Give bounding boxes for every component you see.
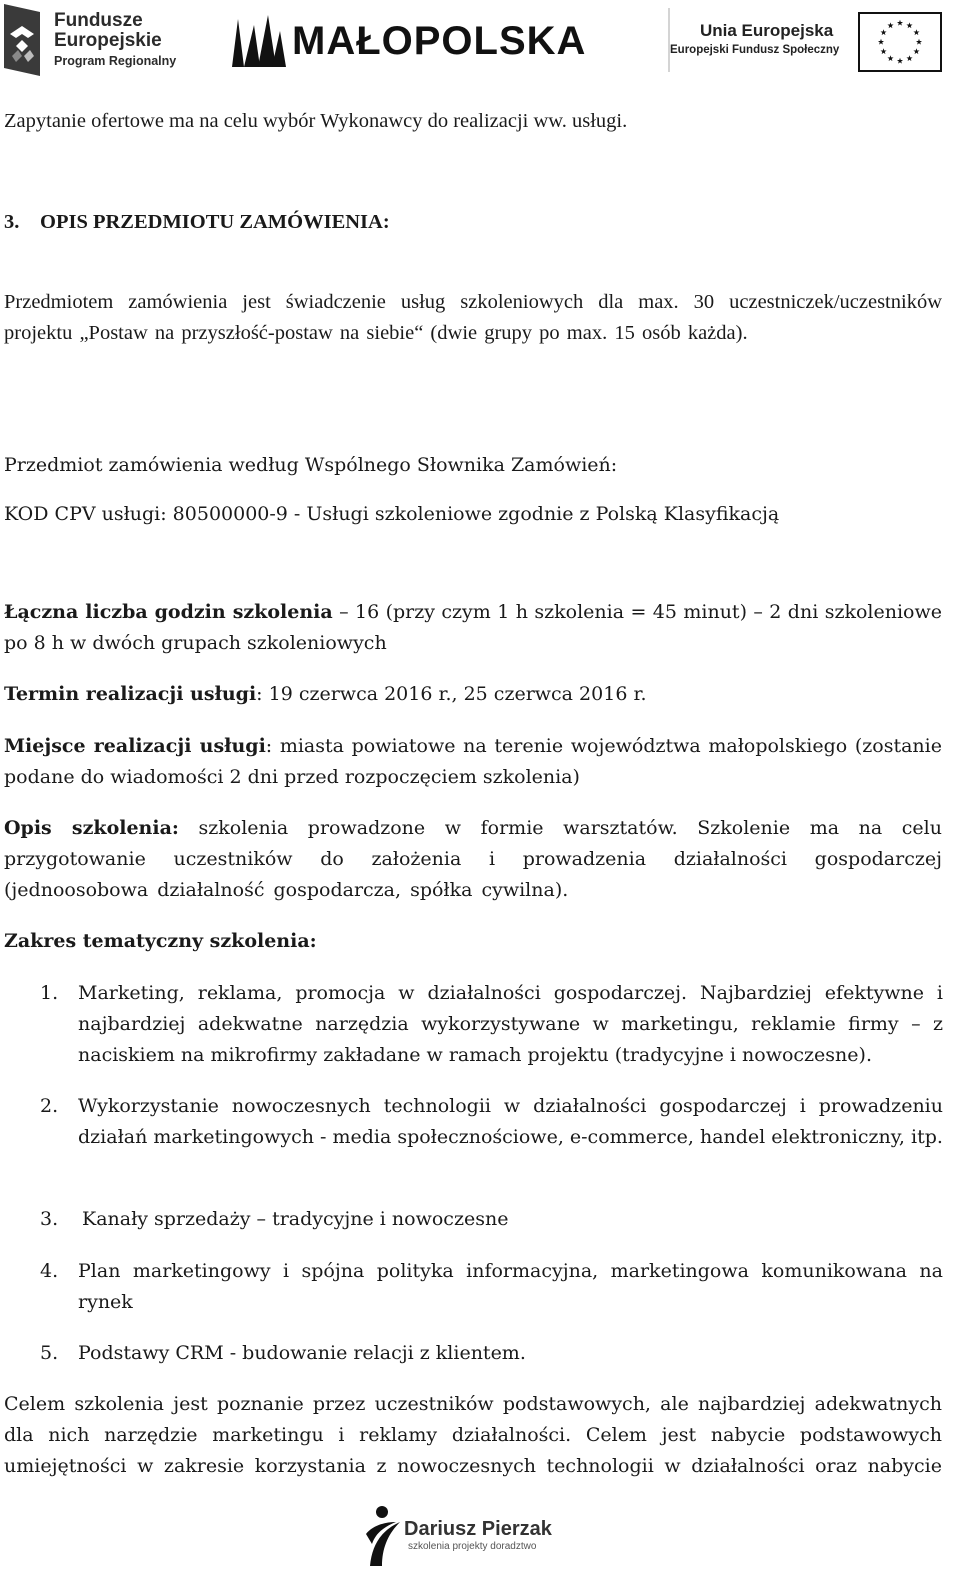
header-logos: [0, 0, 960, 80]
malopolska-mountains-icon: [232, 15, 286, 67]
section-3-heading: [4, 207, 942, 238]
cpv-intro: Przedmiot zamówienia według Wspólnego Słownika Zamówień:: [4, 454, 618, 476]
ue-line-2: Europejski Fundusz Społeczny: [670, 44, 840, 56]
section-number: 3.: [4, 211, 20, 233]
footer-name: Dariusz Pierzak: [404, 1518, 552, 1540]
unia-europejska-logo: [668, 8, 944, 72]
list-item-text: Marketing, reklama, promocja w działalności gospodarczej. Najbardziej efektywne i najbardziej adekwatne narzędzia wykorzystywane w marketingu, reklamie firmy – z naciskiem na mikrofirmy zakładane w ramach projektu (tradycyjne i nowoczesne).: [78, 982, 943, 1066]
dariusz-pierzak-logo-icon: [362, 1504, 404, 1566]
list-item-text: Podstawy CRM - budowanie relacji z klientem.: [78, 1342, 526, 1364]
hours-label: Łączna liczba godzin szkolenia: [4, 601, 333, 623]
place-text: : miasta powiatowe na terenie województwa małopolskiego (zostanie podane do wiadomości 2 dni przed rozpoczęciem szkolenia): [4, 735, 942, 788]
list-item-number: 5.: [40, 1342, 59, 1364]
list-item-number: 3.: [40, 1208, 59, 1230]
fundusze-europejskie-logo: [4, 4, 176, 76]
place-label: Miejsce realizacji usługi: [4, 735, 266, 757]
list-item: [40, 1256, 943, 1318]
list-item: [40, 978, 943, 1071]
subject-paragraph: Przedmiotem zamówienia jest świadczenie usług szkoleniowych dla max. 30 uczestniczek/uczestników projektu „Postaw na przyszłość-postaw na siebie“ (dwie grupy po max. 15 osób każda).: [4, 291, 942, 344]
ue-line-1: Unia Europejska: [700, 21, 834, 40]
fe-line-1: Fundusze: [54, 10, 143, 31]
term-text: : 19 czerwca 2016 r., 25 czerwca 2016 r.: [256, 683, 647, 705]
description-label: Opis szkolenia:: [4, 817, 179, 839]
intro-paragraph: Zapytanie ofertowe ma na celu wybór Wykonawcy do realizacji ww. usługi.: [4, 110, 628, 132]
fundusze-europejskie-icon: [4, 4, 40, 76]
cpv-code: KOD CPV usługi: 80500000-9 - Usługi szkoleniowe zgodnie z Polską Klasyfikacją: [4, 503, 780, 525]
place-paragraph: [4, 731, 942, 793]
fe-line-2: Europejskie: [54, 30, 162, 51]
list-item-number: 1.: [40, 982, 59, 1004]
description-paragraph: [4, 813, 942, 906]
list-item: [40, 1204, 942, 1235]
term-paragraph: [4, 679, 942, 710]
malopolska-wordmark: MAŁOPOLSKA: [292, 19, 587, 63]
goal-paragraph: Celem szkolenia jest poznanie przez uczestników podstawowych, ale najbardziej adekwatnych dla nich narzędzie marketingu i reklamy działalności. Celem jest nabycie podstawowych umiejętności w zakresie korzystania z nowoczesnych technologii w działalności oraz nabycie: [4, 1393, 942, 1477]
description-text: szkolenia prowadzone w formie warsztatów. Szkolenie ma na celu przygotowanie uczestników do założenia i prowadzenia działalności gospodarczej (jednoosobowa działalność gospodarcza, spółka cywilna).: [4, 817, 942, 901]
footer-logo: [362, 1502, 552, 1568]
list-item-text: Plan marketingowy i spójna polityka informacyjna, marketingowa komunikowana na rynek: [78, 1260, 943, 1313]
malopolska-logo: [232, 12, 586, 70]
list-item: [40, 1091, 943, 1153]
list-item: [40, 1338, 943, 1369]
eu-flag-icon: [858, 12, 942, 72]
footer-tagline: szkolenia projekty doradztwo: [408, 1541, 537, 1552]
list-item-number: 4.: [40, 1260, 59, 1282]
section-title: OPIS PRZEDMIOTU ZAMÓWIENIA:: [40, 211, 390, 233]
list-item-number: 2.: [40, 1095, 59, 1117]
scope-heading: Zakres tematyczny szkolenia:: [4, 930, 317, 952]
fe-line-3: Program Regionalny: [54, 54, 177, 68]
list-item-text: Kanały sprzedaży – tradycyjne i nowoczesne: [82, 1208, 509, 1230]
hours-text: – 16 (przy czym 1 h szkolenia = 45 minut) – 2 dni szkoleniowe po 8 h w dwóch grupach szkoleniowych: [4, 601, 942, 654]
term-label: Termin realizacji usługi: [4, 683, 257, 705]
list-item-text: Wykorzystanie nowoczesnych technologii w działalności gospodarczej i prowadzeniu działań marketingowych - media społecznościowe, e-commerce, handel elektroniczny, itp.: [78, 1095, 943, 1148]
hours-paragraph: [4, 597, 942, 659]
